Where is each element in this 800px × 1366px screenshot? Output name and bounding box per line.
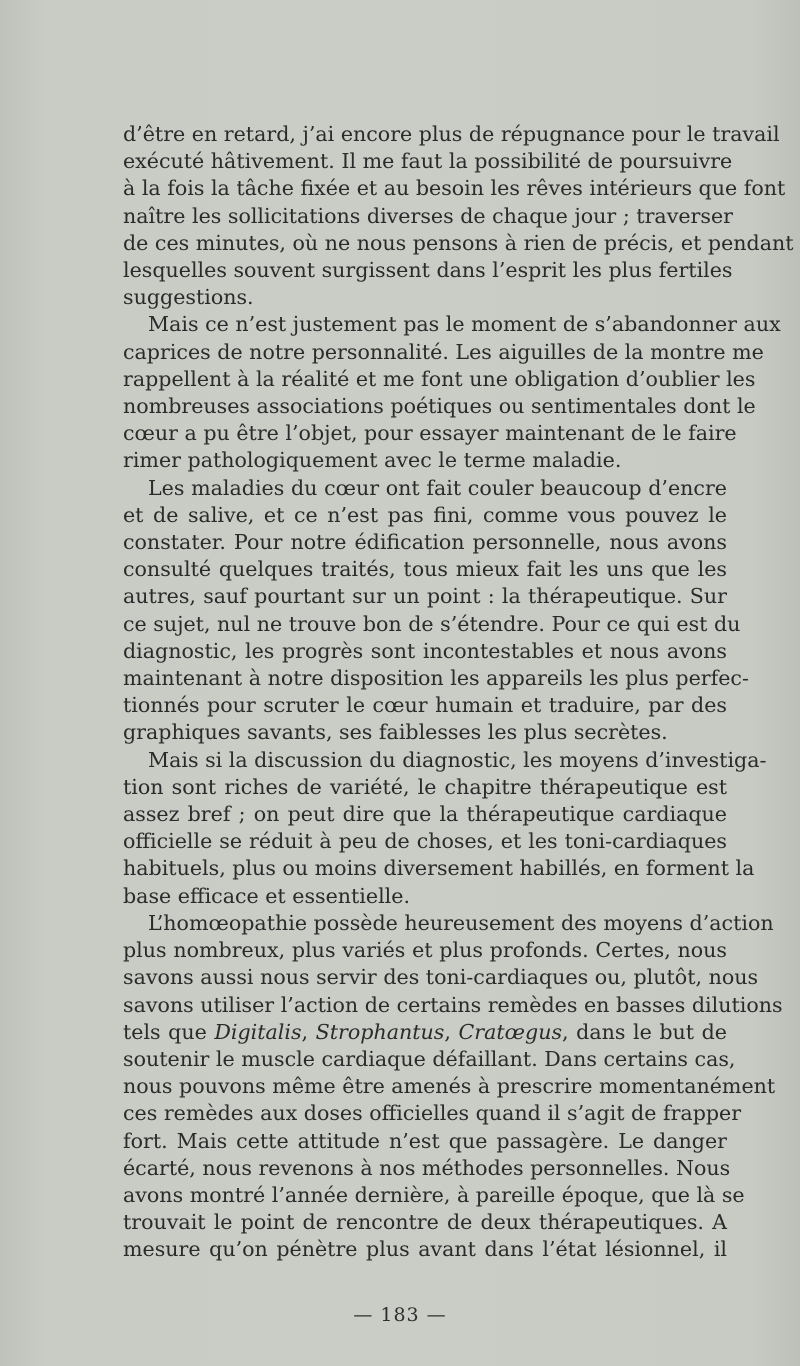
latin-remedy-name: Cratœgus — [458, 1019, 563, 1044]
text-line: mesure qu’on pénètre plus avant dans l’état lésionnel, il — [123, 1237, 727, 1262]
text-line: suggestions. — [123, 285, 254, 310]
text-line: fort. Mais cette attitude n’est que passagère. Le danger — [123, 1128, 727, 1153]
text-line: diagnostic, les progrès sont incontestables et nous avons — [123, 638, 727, 663]
text-line: ces remèdes aux doses officielles quand il s’agit de frapper — [123, 1101, 742, 1126]
line-segment: , dans le but de — [562, 1019, 727, 1044]
text-line: savons utiliser l’action de certains remèdes en basses dilutions — [123, 992, 783, 1017]
text-line: nombreuses associations poétiques ou sentimentales dont le — [123, 394, 756, 419]
text-line: tion sont riches de variété, le chapitre thérapeutique est — [123, 774, 727, 799]
text-line: graphiques savants, ses faiblesses les plus secrètes. — [123, 720, 668, 745]
text-line: Les maladies du cœur ont fait couler beaucoup d’encre — [148, 475, 727, 500]
latin-remedy-name: Strophantus — [315, 1019, 445, 1044]
text-line: assez bref ; on peut dire que la thérapeutique cardiaque — [123, 802, 727, 827]
text-line: Mais si la discussion du diagnostic, les moyens d’investiga- — [148, 747, 767, 772]
line-segment: , — [444, 1019, 459, 1044]
page-number: — 183 — — [353, 1304, 447, 1326]
text-line: habituels, plus ou moins diversement habillés, en forment la — [123, 856, 755, 881]
text-line: autres, sauf pourtant sur un point : la thérapeutique. Sur — [123, 584, 727, 609]
text-line: exécuté hâtivement. Il me faut la possibilité de poursuivre — [123, 149, 733, 174]
text-line: consulté quelques traités, tous mieux fait les uns que les — [123, 557, 727, 582]
text-line: soutenir le muscle cardiaque défaillant. Dans certains cas, — [123, 1046, 736, 1071]
text-line: tionnés pour scruter le cœur humain et traduire, par des — [123, 693, 727, 718]
text-line: rappellent à la réalité et me font une obligation d’oublier les — [123, 366, 756, 391]
text-line: de ces minutes, où ne nous pensons à rien de précis, et pendant — [123, 230, 794, 255]
text-line — [123, 1019, 727, 1046]
text-line: rimer pathologiquement avec le terme maladie. — [123, 448, 622, 473]
text-line: à la fois la tâche fixée et au besoin les rêves intérieurs que font — [123, 176, 786, 201]
text-line: officielle se réduit à peu de choses, et les toni-cardiaques — [123, 829, 727, 854]
text-line: lesquelles souvent surgissent dans l’esprit les plus fertiles — [123, 258, 733, 283]
text-line: naître les sollicitations diverses de chaque jour ; traverser — [123, 203, 733, 228]
text-line: cœur a pu être l’objet, pour essayer maintenant de le faire — [123, 421, 737, 446]
text-line: savons aussi nous servir des toni-cardiaques ou, plutôt, nous — [123, 965, 759, 990]
text-line: caprices de notre personnalité. Les aiguilles de la montre me — [123, 339, 764, 364]
text-line: base efficace et essentielle. — [123, 883, 410, 908]
text-line: L’homœopathie possède heureusement des moyens d’action — [148, 910, 774, 935]
text-line: et de salive, et ce n’est pas fini, comme vous pouvez le — [123, 502, 727, 527]
text-line: plus nombreux, plus variés et plus profonds. Certes, nous — [123, 938, 727, 963]
line-segment: , — [301, 1019, 316, 1044]
text-line: trouvait le point de rencontre de deux thérapeutiques. A — [123, 1210, 727, 1235]
text-line: d’être en retard, j’ai encore plus de répugnance pour le travail — [123, 122, 780, 146]
body-text — [123, 121, 794, 1264]
text-line: constater. Pour notre édification personnelle, nous avons — [123, 530, 727, 555]
text-line: écarté, nous revenons à nos méthodes personnelles. Nous — [123, 1155, 731, 1180]
line-segment: tels que — [123, 1019, 215, 1044]
text-line: avons montré l’année dernière, à pareille époque, que là se — [123, 1182, 745, 1207]
text-line: ce sujet, nul ne trouve bon de s’étendre. Pour ce qui est du — [123, 611, 741, 636]
text-line: nous pouvons même être amenés à prescrire momentanément — [123, 1074, 776, 1099]
latin-remedy-name: Digitalis — [214, 1019, 302, 1044]
text-line: Mais ce n’est justement pas le moment de s’abandonner aux — [148, 312, 781, 337]
text-line: maintenant à notre disposition les appareils les plus perfec- — [123, 666, 749, 691]
